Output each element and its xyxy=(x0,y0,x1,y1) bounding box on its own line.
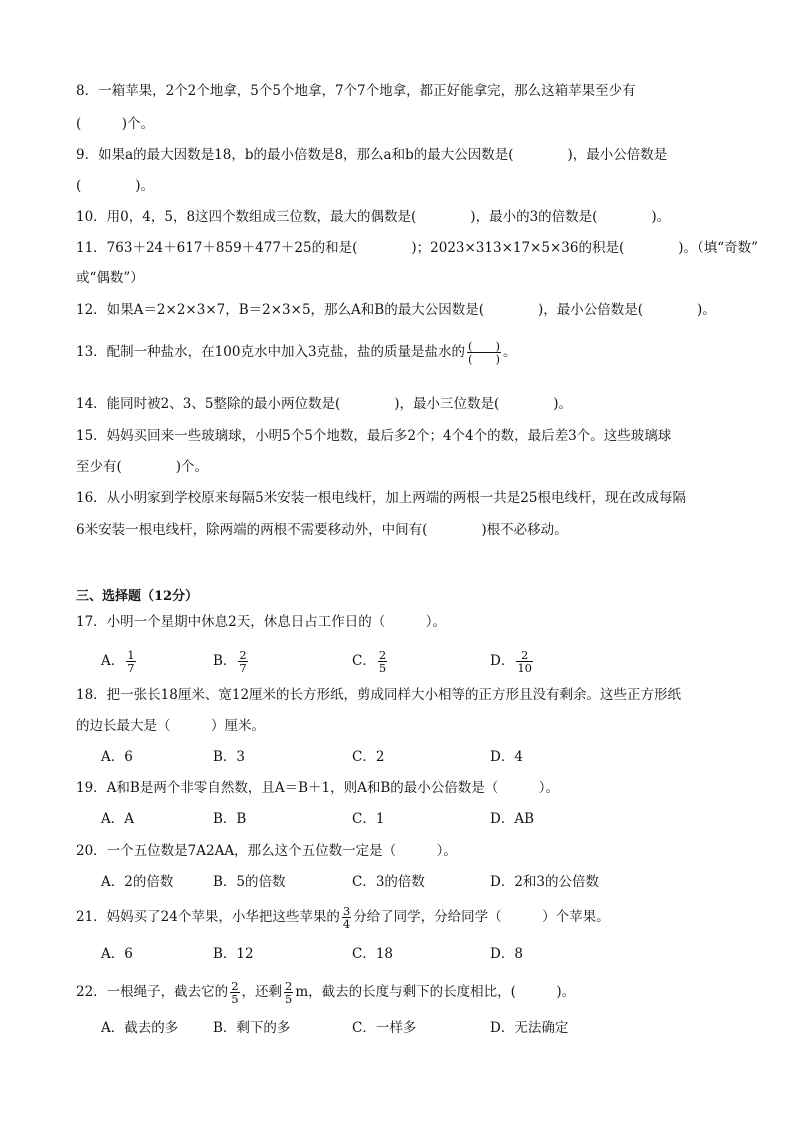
unit-text: m xyxy=(295,984,309,1000)
fraction-denominator: 5 xyxy=(285,992,293,1006)
question-14: 14．能同时被2、3、5整除的最小两位数是( )，最小三位数是( )。 xyxy=(76,396,573,412)
question-22-text-pre: 22．一根绳子，截去它的 xyxy=(76,984,229,1000)
option-18-d: D．4 xyxy=(490,749,523,765)
option-label: B． xyxy=(213,653,237,669)
fraction-denominator: 4 xyxy=(342,917,351,931)
question-11-line-1: 11．763＋24＋617＋859＋477＋25的和是( )；2023×313×17×5×36的积是( )。（填“奇数” xyxy=(76,240,759,256)
question-21-text-pre: 21．妈妈买了24个苹果，小华把这些苹果的 xyxy=(76,909,340,925)
option-21-d: D．8 xyxy=(490,946,523,962)
option-label: C． xyxy=(352,653,376,669)
question-11-line-2: 或“偶数”） xyxy=(76,270,144,286)
fraction-denominator: 7 xyxy=(239,661,247,675)
fraction-numerator: 2 xyxy=(285,979,293,993)
question-15-line-1: 15．妈妈买回来一些玻璃球，小明5个5个地数，最后多2个；4个4个的数，最后差3个。这些玻璃球 xyxy=(76,428,672,444)
option-19-c: C．1 xyxy=(352,811,385,827)
option-22-c: C．一样多 xyxy=(352,1020,417,1036)
option-21-a: A．6 xyxy=(101,946,133,962)
option-22-d: D．无法确定 xyxy=(490,1020,569,1036)
fraction-numerator: 3 xyxy=(342,904,351,918)
question-13 xyxy=(76,340,517,365)
option-label: D． xyxy=(490,653,515,669)
fraction-numerator: 2 xyxy=(378,648,387,662)
fraction-numerator: 1 xyxy=(127,648,135,662)
fraction-denominator: 5 xyxy=(231,992,239,1006)
fraction-denominator: 10 xyxy=(517,661,532,675)
option-21-b: B．12 xyxy=(213,946,254,962)
question-12: 12．如果A＝2×2×3×7，B＝2×3×5，那么A和B的最大公因数是( )，最小公倍数是( )。 xyxy=(76,302,716,318)
fraction-denominator: 5 xyxy=(378,661,387,675)
option-20-c: C．3的倍数 xyxy=(352,874,425,890)
question-22 xyxy=(76,980,575,1005)
section-3-title: 三、选择题（12分） xyxy=(76,589,199,604)
fraction-numerator: ( ) xyxy=(468,339,501,353)
question-22-text-mid: ，还剩 xyxy=(241,984,283,1000)
question-22-text-post: ，截去的长度与剩下的长度相比，( )。 xyxy=(308,984,576,1000)
option-18-c: C．2 xyxy=(352,749,385,765)
option-20-d: D．2和3的公倍数 xyxy=(490,874,600,890)
option-20-a: A．2的倍数 xyxy=(101,874,174,890)
question-18-line-1: 18．把一张长18厘米、宽12厘米的长方形纸，剪成同样大小相等的正方形且没有剩余。这些正方形纸 xyxy=(76,687,682,703)
question-18-line-2: 的边长最大是（ ）厘米。 xyxy=(76,718,265,734)
question-15-line-2: 至少有( )个。 xyxy=(76,459,209,475)
question-21 xyxy=(76,905,610,930)
option-18-a: A．6 xyxy=(101,749,133,765)
question-16-line-2: 6米安装一根电线杆，除两端的两根不需要移动外，中间有( )根不必移动。 xyxy=(76,522,568,538)
fraction-numerator: 2 xyxy=(239,648,247,662)
option-20-b: B．5的倍数 xyxy=(213,874,286,890)
question-19: 19．A和B是两个非零自然数，且A＝B＋1，则A和B的最小公倍数是（ ）。 xyxy=(76,780,560,796)
question-8-line-1: 8．一箱苹果，2个2个地拿，5个5个地拿，7个7个地拿，都正好能拿完，那么这箱苹果至少有 xyxy=(76,83,636,99)
fraction-denominator: 7 xyxy=(127,661,135,675)
option-22-a: A．截去的多 xyxy=(101,1020,179,1036)
question-9-line-1: 9．如果a的最大因数是18，b的最小倍数是8，那么a和b的最大公因数是( )，最小公倍数是 xyxy=(76,147,668,163)
question-13-text: 13．配制一种盐水，在100克水中加入3克盐，盐的质量是盐水的 xyxy=(76,344,466,360)
question-10: 10．用0，4，5，8这四个数组成三位数，最大的偶数是( )，最小的3的倍数是( )。 xyxy=(76,209,671,225)
question-9-line-2: ( )。 xyxy=(76,178,155,194)
question-20: 20．一个五位数是7A2AA，那么这个五位数一定是（ ）。 xyxy=(76,843,457,859)
option-19-d: D．AB xyxy=(490,811,534,827)
question-13-tail: 。 xyxy=(503,344,517,360)
option-22-b: B．剩下的多 xyxy=(213,1020,291,1036)
option-label: A． xyxy=(101,653,125,669)
option-17-b xyxy=(213,649,250,674)
fraction-denominator: ( ) xyxy=(468,352,501,366)
question-17: 17．小明一个星期中休息2天，休息日占工作日的（ ）。 xyxy=(76,614,447,630)
fraction-numerator: 2 xyxy=(231,979,239,993)
option-19-b: B．B xyxy=(213,811,247,827)
option-18-b: B．3 xyxy=(213,749,246,765)
fraction-numerator: 2 xyxy=(520,648,529,662)
answer-blank-fraction xyxy=(467,340,501,365)
option-19-a: A．A xyxy=(101,811,134,827)
option-17-c xyxy=(352,649,389,674)
option-17-d xyxy=(490,649,535,674)
option-21-c: C．18 xyxy=(352,946,394,962)
option-17-a xyxy=(101,649,138,674)
question-16-line-1: 16．从小明家到学校原来每隔5米安装一根电线杆，加上两端的两根一共是25根电线杆，现在改成每隔 xyxy=(76,490,686,506)
question-8-line-2: ( )个。 xyxy=(76,116,155,132)
question-21-text-post: 分给了同学，分给同学（ ）个苹果。 xyxy=(353,909,610,925)
